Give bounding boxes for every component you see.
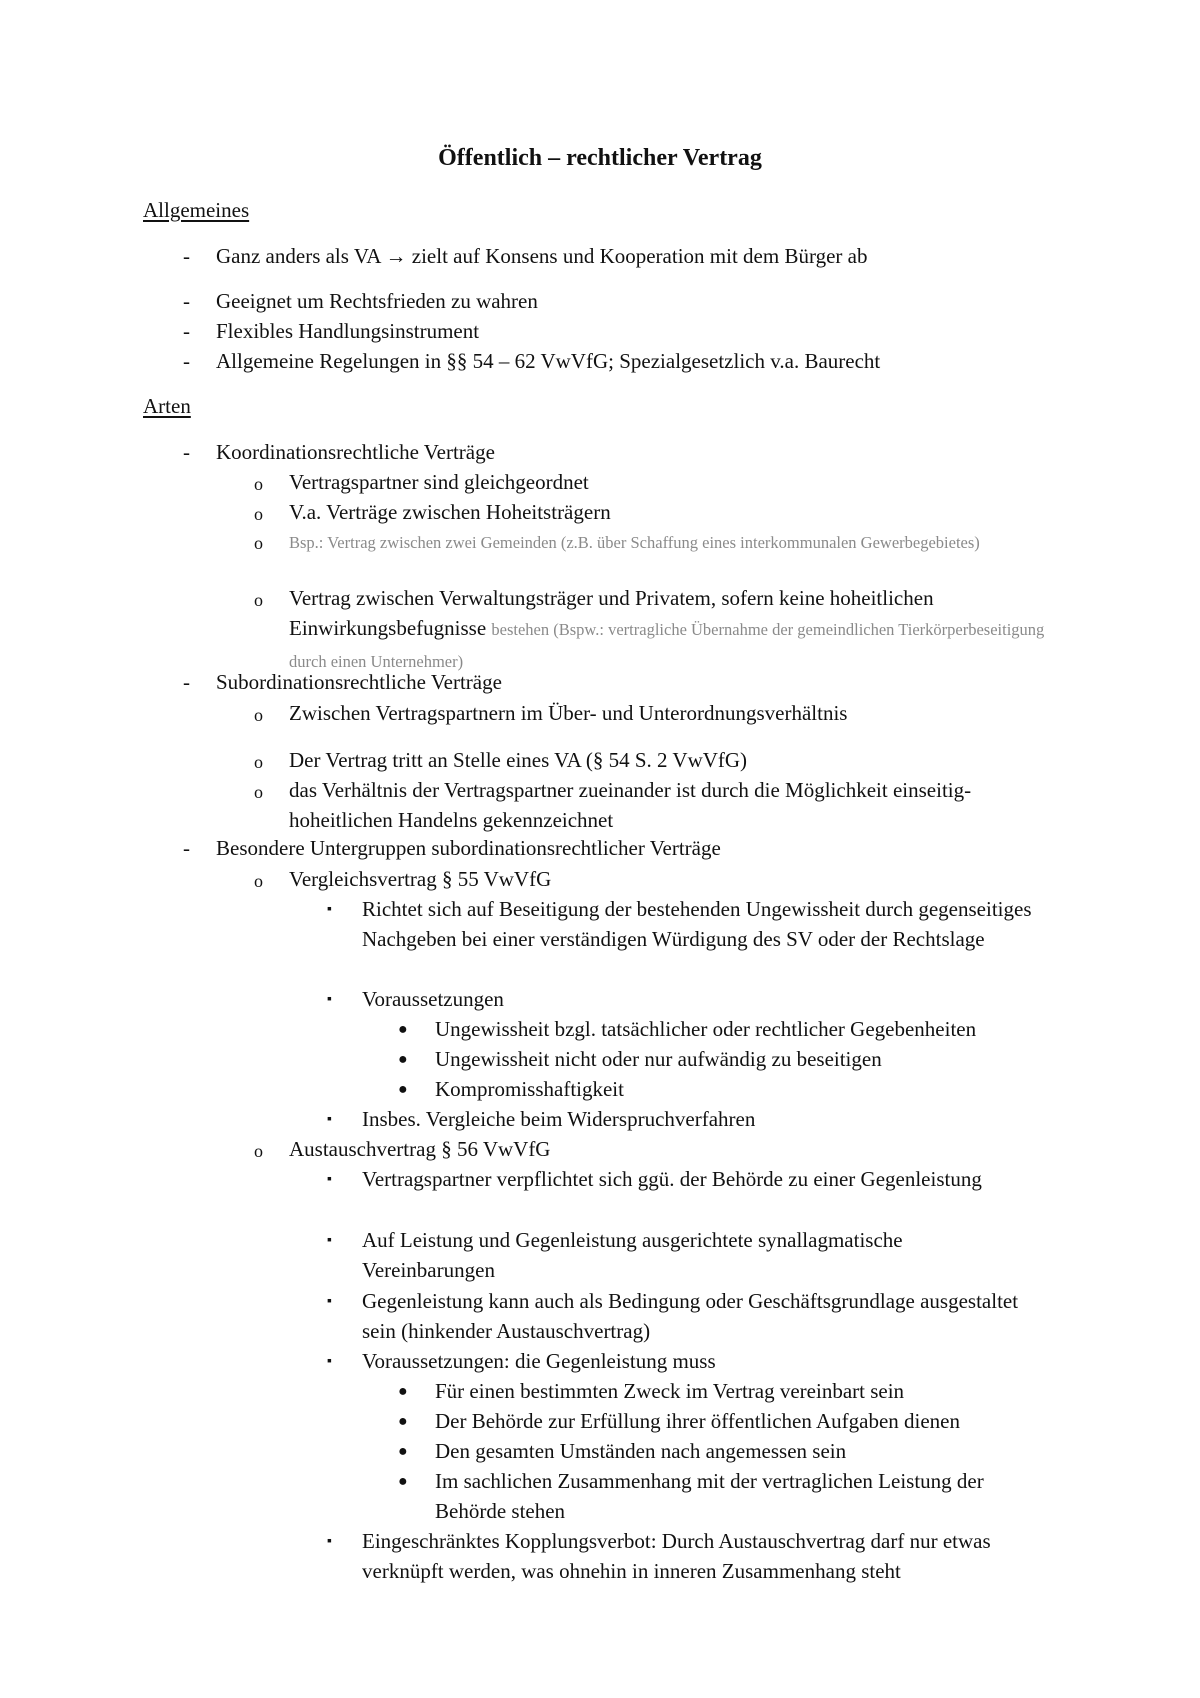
list-item-subordination: Subordinationsrechtliche Verträge: [216, 670, 502, 694]
list-item: Der Vertrag tritt an Stelle eines VA (§ 54 S. 2 VwVfG): [289, 748, 748, 772]
list-item-koordination: Koordinationsrechtliche Verträge: [216, 440, 495, 464]
circle-marker: o: [254, 590, 263, 610]
dot-marker: ●: [398, 1021, 408, 1038]
list-item: Gegenleistung kann auch als Bedingung oder Geschäftsgrundlage ausgestaltet sein (hinkender Austauschvertrag): [362, 1289, 1019, 1343]
page-title: Öffentlich – rechtlicher Vertrag: [438, 145, 762, 171]
list-item-note-text: bestehen (Bspw.: vertragliche Übernahme der gemeindlichen Tierkörperbeseitigung durch einen Unternehmer): [289, 620, 1045, 671]
dot-marker: ●: [398, 1383, 408, 1400]
circle-marker: o: [254, 871, 263, 891]
list-item: Im sachlichen Zusammenhang mit der vertraglichen Leistung der Behörde stehen: [435, 1469, 984, 1523]
list-item-main-text: Vertrag zwischen Verwaltungsträger und Privatem, sofern keine hoheitlichen Einwirkungsbefugnisse: [289, 586, 934, 640]
list-item: das Verhältnis der Vertragspartner zueinander ist durch die Möglichkeit einseitig-hoheitlichen Handelns gekennzeichnet: [289, 778, 972, 832]
list-item: Geeignet um Rechtsfrieden zu wahren: [216, 289, 538, 313]
list-item: Ganz anders als VA → zielt auf Konsens und Kooperation mit dem Bürger ab: [216, 244, 868, 268]
list-item: Ungewissheit nicht oder nur aufwändig zu beseitigen: [435, 1047, 882, 1071]
list-item-besondere: Besondere Untergruppen subordinationsrechtlicher Verträge: [216, 836, 721, 860]
section-heading-allgemeines: Allgemeines: [143, 198, 250, 222]
dash-marker: -: [183, 289, 190, 313]
list-item: V.a. Verträge zwischen Hoheitsträgern: [289, 500, 611, 524]
dash-marker: -: [183, 440, 190, 464]
dash-marker: -: [183, 349, 190, 373]
square-marker: ▪: [327, 1354, 332, 1369]
list-item-example-note: Bsp.: Vertrag zwischen zwei Gemeinden (z.B. über Schaffung eines interkommunalen Gewerbegebietes): [289, 533, 980, 552]
circle-marker: o: [254, 752, 263, 772]
circle-marker: o: [254, 705, 263, 725]
dash-marker: -: [183, 319, 190, 343]
list-item: Allgemeine Regelungen in §§ 54 – 62 VwVfG; Spezialgesetzlich v.a. Baurecht: [216, 349, 881, 373]
list-item: Voraussetzungen: [362, 987, 504, 1011]
square-marker: ▪: [327, 902, 332, 917]
section-heading-arten: Arten: [143, 394, 191, 418]
circle-marker: o: [254, 504, 263, 524]
list-item: Insbes. Vergleiche beim Widerspruchverfahren: [362, 1107, 756, 1131]
list-item: Richtet sich auf Beseitigung der bestehenden Ungewissheit durch gegenseitiges Nachgeben bei einer verständigen Würdigung des SV oder der Rechtslage: [362, 897, 1032, 951]
dot-marker: ●: [398, 1473, 408, 1490]
list-item: Zwischen Vertragspartnern im Über- und Unterordnungsverhältnis: [289, 701, 848, 725]
list-item: Kompromisshaftigkeit: [435, 1077, 624, 1101]
dash-marker: -: [183, 244, 190, 268]
dot-marker: ●: [398, 1081, 408, 1098]
list-item: Ungewissheit bzgl. tatsächlicher oder rechtlicher Gegebenheiten: [435, 1017, 977, 1041]
dot-marker: ●: [398, 1443, 408, 1460]
square-marker: ▪: [327, 992, 332, 1007]
circle-marker: o: [254, 533, 263, 553]
dash-marker: -: [183, 670, 190, 694]
list-item: Den gesamten Umständen nach angemessen sein: [435, 1439, 847, 1463]
list-item: Der Behörde zur Erfüllung ihrer öffentlichen Aufgaben dienen: [435, 1409, 960, 1433]
circle-marker: o: [254, 782, 263, 802]
list-item-austauschvertrag: Austauschvertrag § 56 VwVfG: [289, 1137, 551, 1161]
list-item: Voraussetzungen: die Gegenleistung muss: [362, 1349, 716, 1373]
circle-marker: o: [254, 1141, 263, 1161]
list-item: Flexibles Handlungsinstrument: [216, 319, 480, 343]
square-marker: ▪: [327, 1534, 332, 1549]
list-item: Auf Leistung und Gegenleistung ausgerichtete synallagmatische Vereinbarungen: [362, 1228, 903, 1282]
list-item: Für einen bestimmten Zweck im Vertrag vereinbart sein: [435, 1379, 905, 1403]
list-item-vergleichsvertrag: Vergleichsvertrag § 55 VwVfG: [289, 867, 552, 891]
list-item: [289, 583, 1069, 677]
circle-marker: o: [254, 474, 263, 494]
square-marker: ▪: [327, 1112, 332, 1127]
dot-marker: ●: [398, 1051, 408, 1068]
list-item: Vertragspartner verpflichtet sich ggü. der Behörde zu einer Gegenleistung: [362, 1167, 982, 1191]
square-marker: ▪: [327, 1233, 332, 1248]
square-marker: ▪: [327, 1172, 332, 1187]
dash-marker: -: [183, 836, 190, 860]
dot-marker: ●: [398, 1413, 408, 1430]
list-item: Vertragspartner sind gleichgeordnet: [289, 470, 589, 494]
list-item: Eingeschränktes Kopplungsverbot: Durch Austauschvertrag darf nur etwas verknüpft werden, was ohnehin in inneren Zusammenhang steht: [362, 1529, 991, 1583]
square-marker: ▪: [327, 1294, 332, 1309]
